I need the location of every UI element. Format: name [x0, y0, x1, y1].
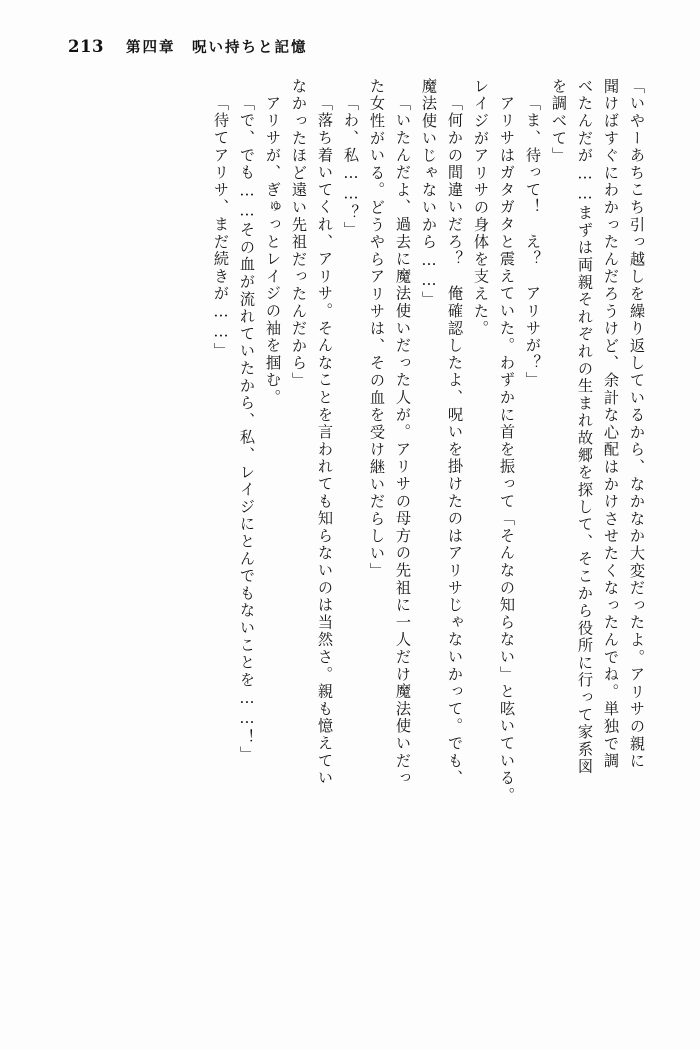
text-column: 「待てアリサ、まだ続きが……」 — [212, 95, 230, 361]
text-column: アリサはガタガタと震えていた。わずかに首を振って「そんなの知らない」と呟いている。 — [498, 95, 516, 805]
vertical-text-body — [64, 78, 644, 1008]
text-column: 「いたんだよ、過去に魔法使いだった人が。アリサの母方の先祖に一人だけ魔法使いだっ — [394, 95, 412, 787]
page-number: 213 — [68, 37, 104, 56]
text-column: べたんだが……まずは両親それぞれの生まれ故郷を探して、そこから役所に行って家系図 — [576, 78, 594, 776]
text-column: 「わ、私……？」 — [342, 95, 360, 239]
text-column: レイジがアリサの身体を支えた。 — [472, 78, 490, 338]
text-column: 聞けばすぐにわかったんだろうけど、余計な心配はかけさせたくなったんでね。単独で調 — [602, 78, 620, 770]
text-column: を調べて」 — [550, 78, 568, 165]
text-column: 魔法使いじゃないから……」 — [420, 78, 438, 309]
text-column: 「で、でも……その血が流れていたから、私、レイジにとんでもないことを……！」 — [238, 95, 256, 764]
text-column: 「ま、待って！ え？ アリサが？」 — [524, 95, 542, 390]
page-header — [68, 36, 307, 57]
text-column: 「落ち着いてくれ、アリサ。そんなことを言われても知らないのは当然さ。親も憶えてい — [316, 95, 334, 787]
text-column: アリサが、ぎゅっとレイジの袖を掴む。 — [264, 95, 282, 407]
chapter-title: 第四章 呪い持ちと記憶 — [125, 39, 308, 56]
text-column: た女性がいる。どうやらアリサは、その血を受け継いだらしい」 — [368, 78, 386, 580]
text-column: 「いやーあちこち引っ越しを繰り返しているから、なかなか大変だったよ。アリサの親に — [628, 78, 646, 770]
text-column: 「何かの間違いだろ？ 俺確認したよ、呪いを掛けたのはアリサじゃないかって。でも、 — [446, 95, 464, 787]
text-column: なかったほど遠い先祖だったんだから」 — [290, 78, 308, 390]
